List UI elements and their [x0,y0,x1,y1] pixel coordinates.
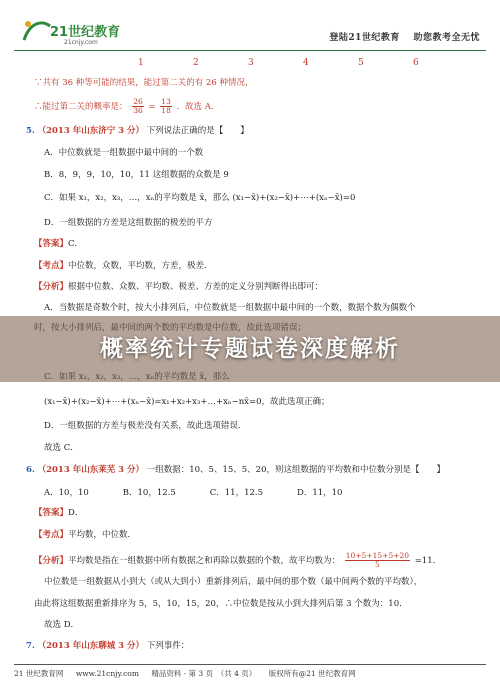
denominator: 36 [133,106,143,115]
site-slogan: 助您教考全无忧 [413,33,480,43]
option-b: B．8，9，9，10，10，11 这组数据的众数是 9 [44,170,229,180]
question-source: （2013 年山东聊城 3 分） [37,641,145,651]
question-7-header [26,641,189,652]
knowledge-point-line [34,261,213,272]
question-source: （2013 年山东莱芜 3 分） [37,465,145,475]
option-d: D．一组数据的方差是这组数据的极差的平方 [44,218,213,228]
fraction [132,98,144,115]
numerator: 26 [133,97,143,106]
text-fragment: =11． [414,556,442,566]
site-logo [20,16,132,46]
number-cell: 3 [248,58,254,68]
denominator: 5 [375,560,380,569]
number-cell: 5 [358,58,364,68]
question-number: 5. [26,126,35,136]
header-right [319,30,480,43]
number-cell: 2 [193,58,199,68]
text-line: ∵共有 36 种等可能的结果，能过第二关的有 26 种情况， [34,78,254,88]
number-cell: 1 [138,58,144,68]
footer-left: 21 世纪教育网 [14,669,64,678]
fraction [160,98,172,115]
option-c: C．如果 x₁，x₂，x₃，…，xₙ的平均数是 x̄，那么 (x₁−x̄)+(x₂−x̄)+⋯+(xₙ−x̄)=0 [44,193,356,203]
analysis-line [34,282,323,293]
page-footer [14,664,486,679]
site-title: 登陆21世纪教育 [329,33,400,43]
knowledge-tag: 【考点】 [34,530,69,540]
answer-tag: 【答案】 [34,239,69,249]
question-6-options: A．10，10 B．10，12.5 C．11，12.5 D．11，10 [44,488,343,498]
analysis-tag: 【分析】 [34,282,69,292]
answer-line [34,239,83,250]
text-fragment: = [148,102,156,112]
option-a: A．中位数就是一组数据中最中间的一个数 [44,148,204,158]
knowledge-tag: 【考点】 [34,261,69,271]
answer-line [34,508,83,519]
fraction [345,552,410,569]
answer-text: C． [68,239,84,249]
page-header [14,14,486,51]
footer-site: www.21cnjy.com [75,669,139,678]
logo-text: 21世纪教育 [50,25,121,40]
conclusion-line: 故选 C． [44,443,79,453]
number-cell: 4 [303,58,309,68]
question-number: 7. [26,641,35,651]
analysis-continued: 中位数是一组数据从小到大（或从大到小）重新排列后，最中间的那个数（最中间两个数的平均数）， [44,577,423,587]
denominator: 18 [161,106,171,115]
analysis-line [34,552,441,569]
knowledge-text: 中位数，众数，平均数，方差，极差． [68,261,213,271]
question-6-header [26,465,445,476]
question-5-header [26,126,249,137]
answer-text: D． [68,508,84,518]
numerator: 13 [161,97,171,106]
knowledge-text: 平均数，中位数． [68,530,137,540]
number-cell: 6 [413,58,419,68]
analysis-text: 根据中位数、众数、平均数、极差、方差的定义分别判断得出即可： [68,282,324,292]
banner-title: 概率统计专题试卷深度解析 [100,336,400,362]
footer-page: 精品资料 · 第 3 页 （共 4 页） [151,669,257,678]
numbers-row [0,58,500,70]
question-source: （2013 年山东济宁 3 分） [37,126,145,136]
question-text: 下列说法正确的是【 】 [146,126,249,136]
conclusion-line: 故选 D． [44,620,80,630]
analysis-d-line: D．一组数据的方差与极差没有关系，故此选项错误． [44,421,247,431]
question-number: 6. [26,465,35,475]
question-text: 一组数据：10、5、15、5、20，则这组数据的平均数和中位数分别是【 】 [146,465,446,475]
probability-line [34,98,219,115]
analysis-text: 平均数是指在一组数据中所有数据之和再除以数据的个数，故平均数为： [68,556,341,566]
answer-tag: 【答案】 [34,508,69,518]
text-fragment: ．故选 A． [176,102,220,112]
numerator: 10+5+15+5+20 [345,551,410,560]
question-text: 下列事件： [146,641,190,651]
analysis-continued: 由此将这组数据重新排序为 5，5，10，15，20，∴中位数是按从小到大排列后第 3 个数为：10． [34,599,408,609]
analysis-c-formula: (x₁−x̄)+(x₂−x̄)+⋯+(xₙ−x̄)=x₁+x₂+x₃+…+xₙ−nx̄=0，故此选项正确； [44,397,330,407]
analysis-tag: 【分析】 [34,556,69,566]
text-fragment: ∴能过第二关的概率是： [34,102,128,112]
analysis-a-line: A．当数据是奇数个时，按大小排列后，中位数就是一组数据中最中间的一个数，数据个数为偶数个 [44,303,416,313]
knowledge-point-line [34,530,136,541]
logo-subtext: 21cnjy.com [64,39,98,46]
footer-copyright: 版权所有@21 世纪教育网 [268,669,356,678]
